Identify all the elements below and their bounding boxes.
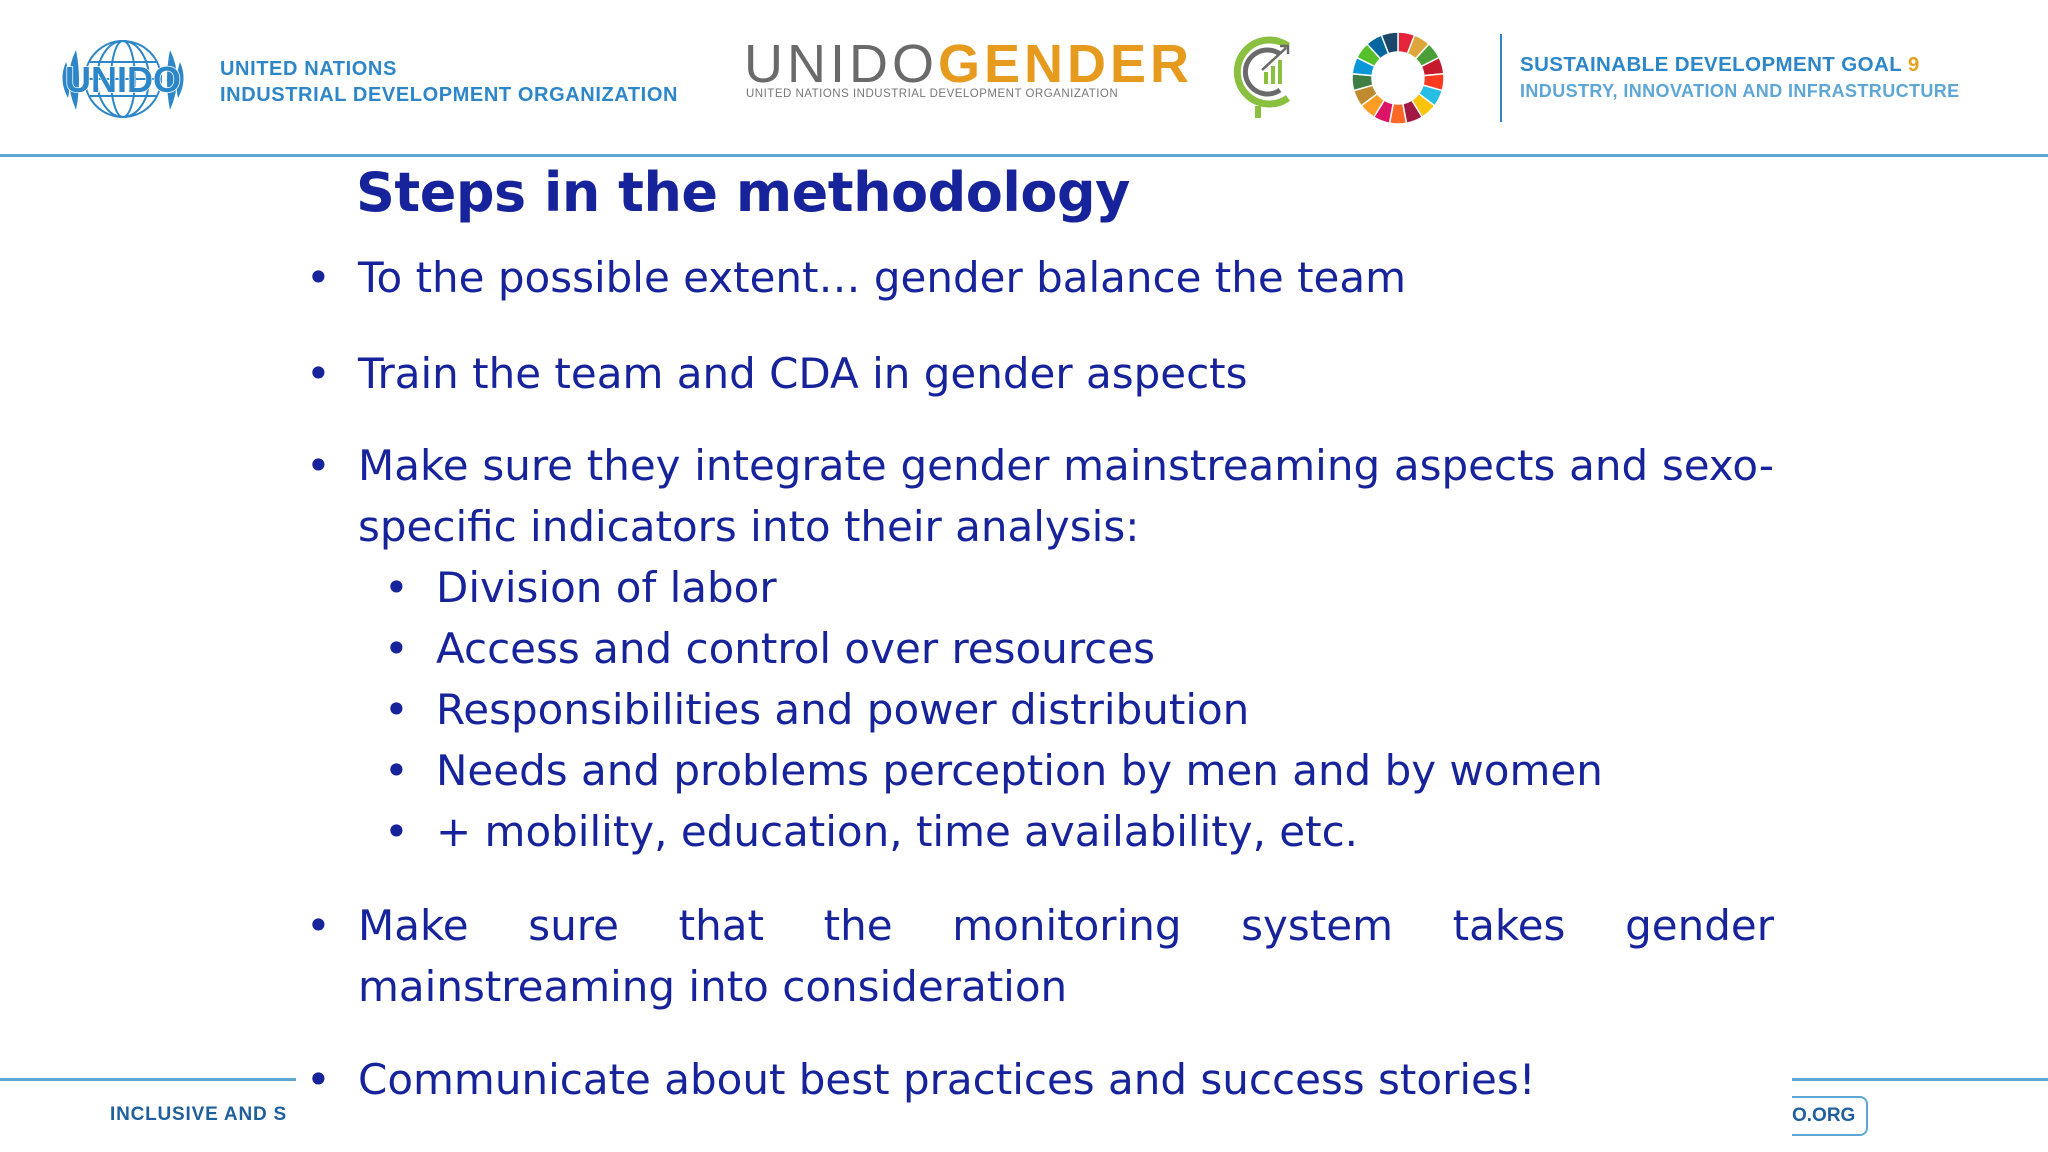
- unido-emblem-icon: [52, 32, 194, 126]
- gender-logo-word: [744, 34, 1193, 94]
- gender-logo-subtitle: UNITED NATIONS INDUSTRIAL DEVELOPMENT ORGANIZATION: [746, 88, 1119, 100]
- bullet-marker: •: [306, 1055, 331, 1104]
- slide-title: Steps in the methodology: [356, 161, 1130, 224]
- unido-gender-logo: [744, 28, 1304, 128]
- gender-logo-word-part2: GENDER: [938, 34, 1194, 94]
- unido-name-line2: INDUSTRIAL DEVELOPMENT ORGANIZATION: [220, 84, 679, 106]
- slide-content: [296, 157, 1792, 1152]
- bullet-marker: •: [306, 349, 331, 398]
- sdg-goal-title: SUSTAINABLE DEVELOPMENT GOAL: [1520, 53, 1902, 76]
- sub-bullet-marker: •: [384, 563, 409, 612]
- bullet-text: Communicate about best practices and success stories!: [358, 1055, 1536, 1104]
- bullet-marker: •: [306, 901, 331, 950]
- unido-organization-name: [220, 56, 678, 108]
- bullet-marker: •: [306, 253, 331, 302]
- sub-bullet-item: [384, 679, 1250, 740]
- sub-bullet-text: Division of labor: [436, 563, 777, 612]
- unido-emblem-text: UNIDO: [65, 59, 181, 100]
- bullet-item: [306, 343, 2048, 404]
- sub-bullet-item: [384, 618, 1155, 679]
- gender-logo-word-part1: UNIDO: [744, 34, 938, 94]
- sub-bullet-marker: •: [384, 624, 409, 673]
- footer-tagline: INCLUSIVE AND S: [110, 1104, 288, 1125]
- unido-name-line1: UNITED NATIONS: [220, 58, 397, 80]
- sdg-goal-line2: INDUSTRY, INNOVATION AND INFRASTRUCTURE: [1520, 81, 1960, 101]
- bullet-text: To the possible extent… gender balance the team: [358, 253, 1407, 302]
- bullet-marker: •: [306, 441, 331, 490]
- sub-bullet-marker: •: [384, 685, 409, 734]
- sub-bullet-marker: •: [384, 807, 409, 856]
- sub-bullet-item: [384, 557, 777, 618]
- bullet-item: [306, 247, 2048, 308]
- bullet-text: Make sure that the monitoring system takes gender mainstreaming into consideration: [358, 901, 1774, 1011]
- sub-bullet-item: [384, 740, 1603, 801]
- gender-logo-mark-icon: [1228, 32, 1300, 120]
- bullet-text: Train the team and CDA in gender aspects: [358, 349, 1248, 398]
- sub-bullet-marker: •: [384, 746, 409, 795]
- sdg-divider: [1500, 34, 1502, 122]
- footer-website: O.ORG: [1788, 1096, 1868, 1136]
- sub-bullet-text: + mobility, education, time availability, etc.: [436, 807, 1359, 856]
- sub-bullet-text: Needs and problems perception by men and by women: [436, 746, 1603, 795]
- bullet-item: [306, 1049, 2048, 1110]
- slide-header: [0, 0, 2048, 156]
- sub-bullet-item: [384, 801, 1359, 862]
- sdg-wheel-icon: [1348, 28, 1448, 128]
- sdg-goal-label: [1520, 52, 1960, 104]
- bullet-item: [306, 435, 1774, 557]
- sub-bullet-text: Responsibilities and power distribution: [436, 685, 1250, 734]
- sdg-goal-line1: [1520, 52, 1960, 78]
- bullet-item: [306, 895, 1774, 1017]
- sdg-goal-number: 9: [1907, 53, 1920, 76]
- bullet-text: Make sure they integrate gender mainstreaming aspects and sexo-specific indicators into their analysis:: [358, 441, 1774, 551]
- footer-divider-left: [0, 1078, 296, 1081]
- sub-bullet-text: Access and control over resources: [436, 624, 1155, 673]
